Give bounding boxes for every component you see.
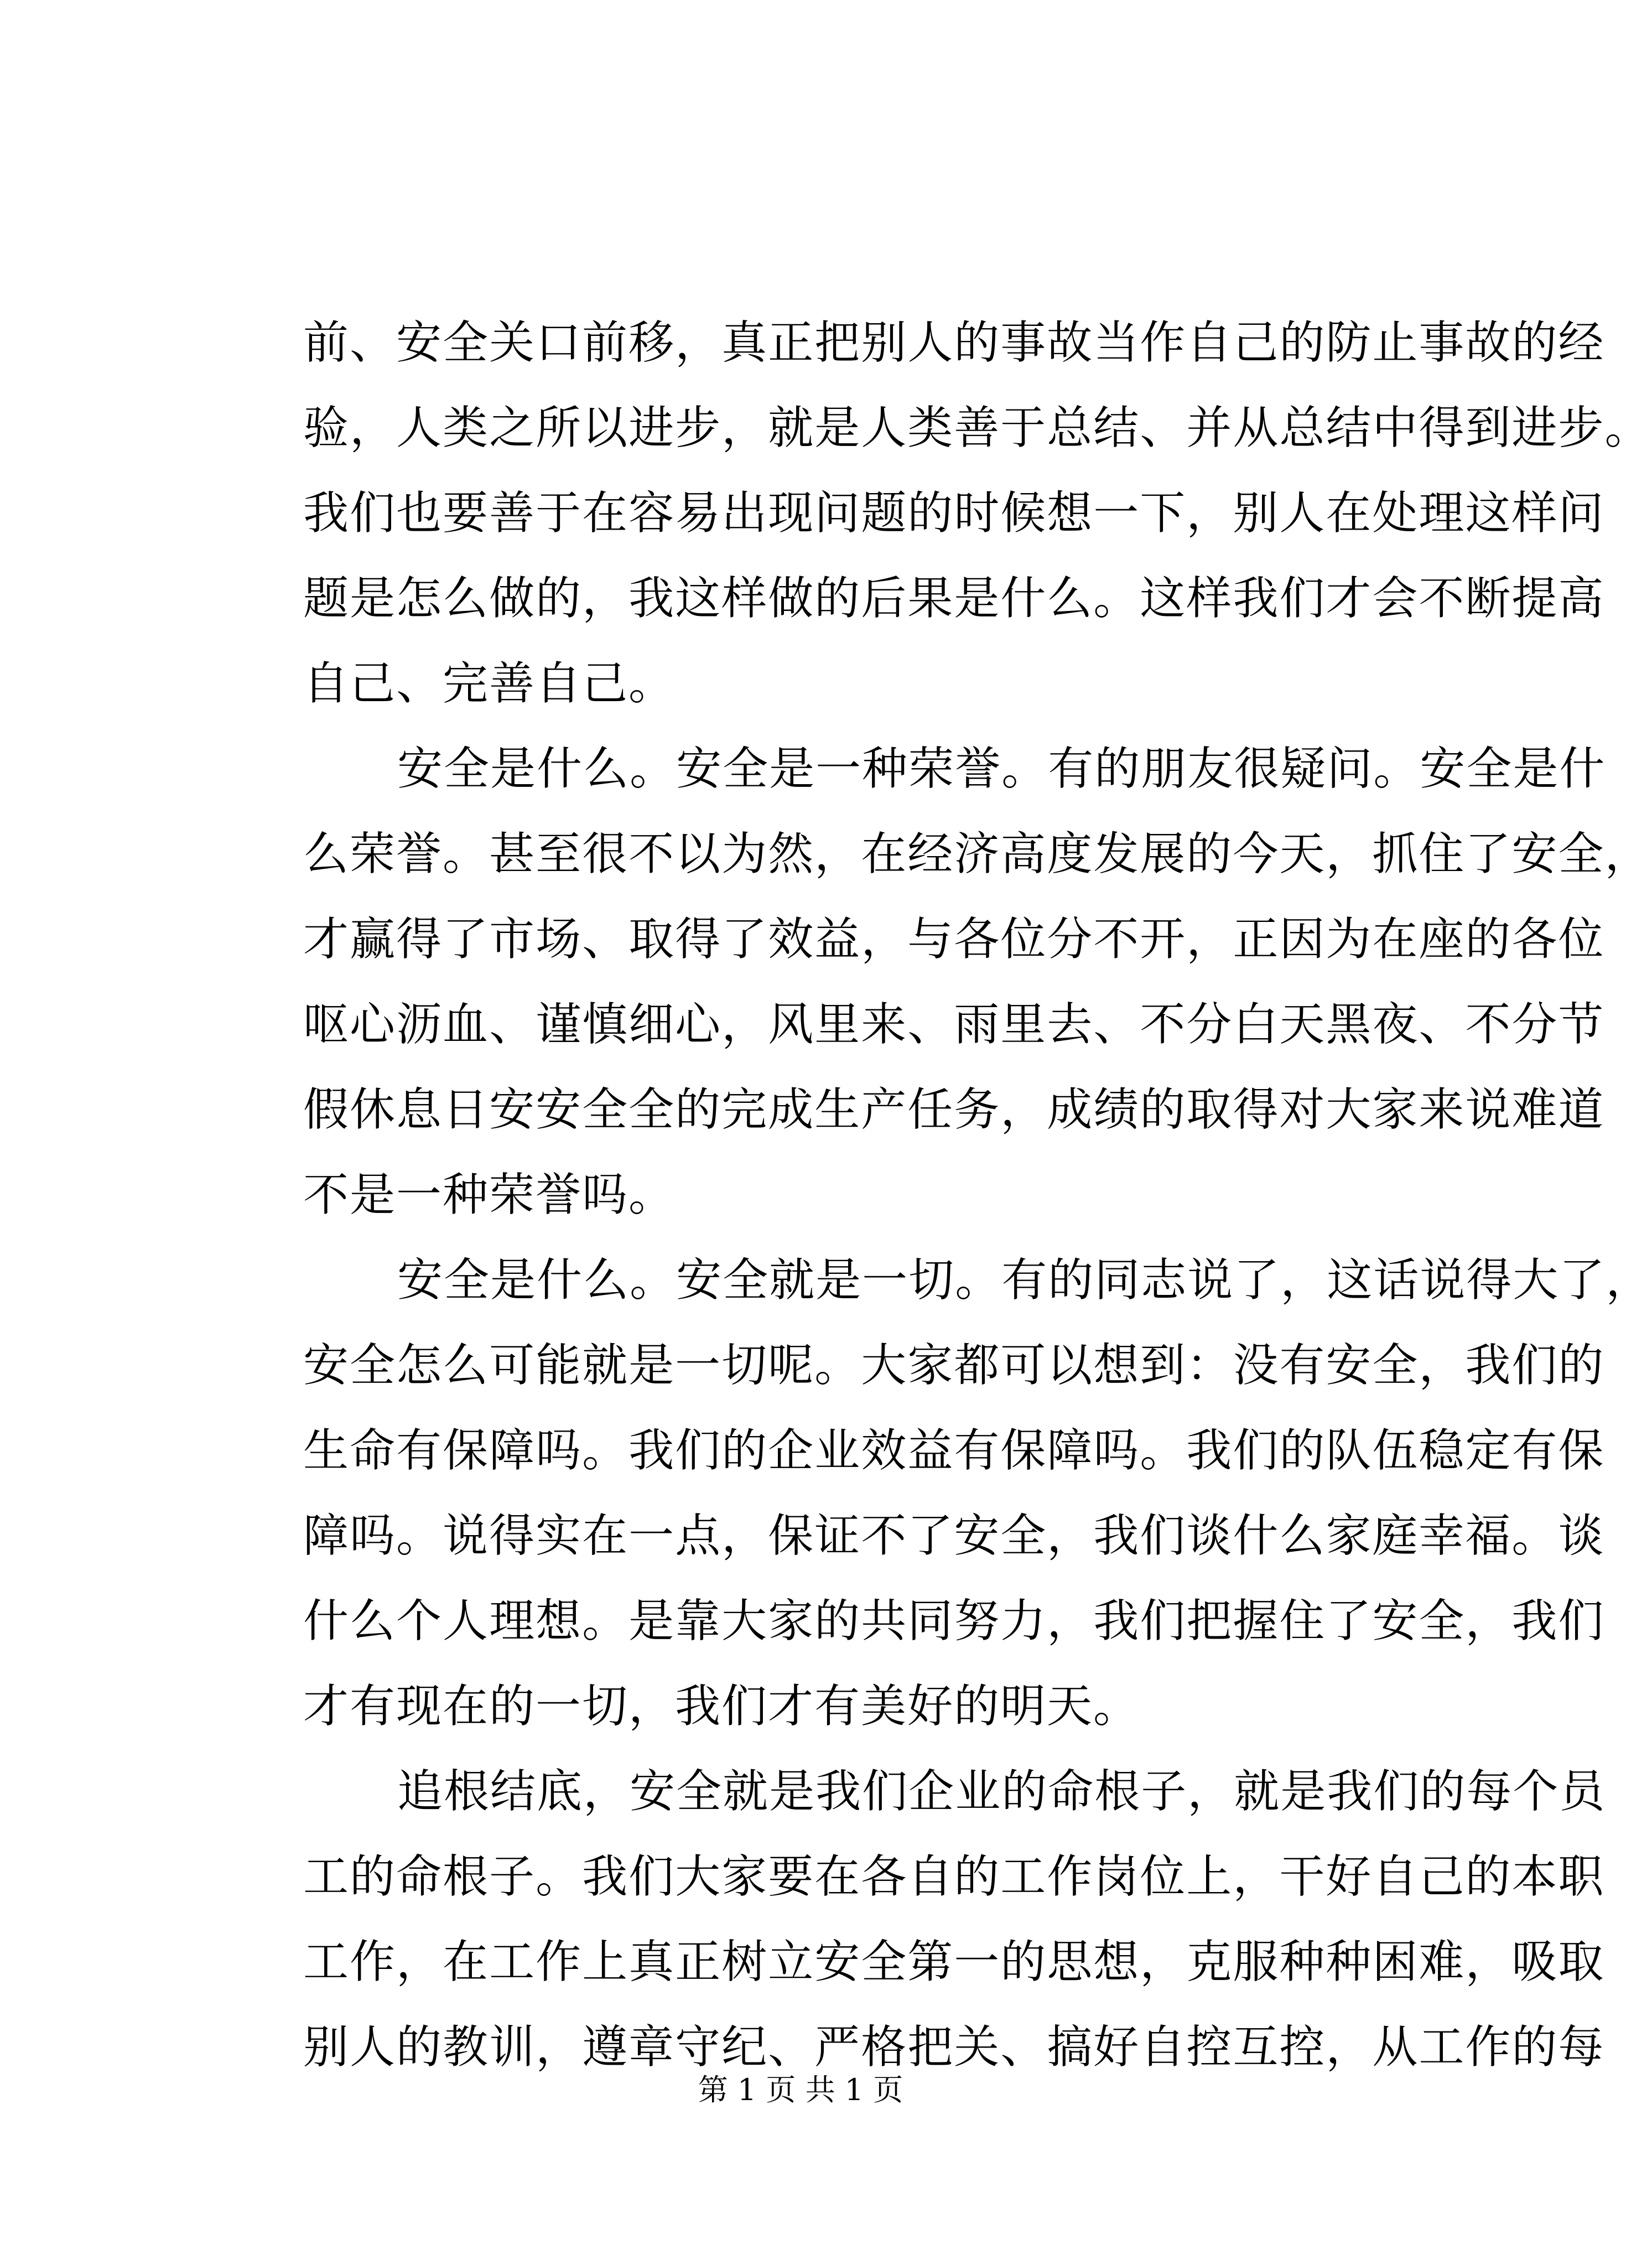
text-line: 工 的 命 根 子 。 我 们 大 家 要 在 各 自 的 工 作 岗 位 上 ， 干 好 自 己 的 本 职 (303, 1851, 1605, 1903)
body-text (303, 300, 1652, 2090)
text-line: 安 全 是 什 么 。 安 全 就 是 一 切 。 有 的 同 志 说 了 ， 这 话 说 得 大 了 ， (397, 1254, 1652, 1307)
text-line: 安 全 怎 么 可 能 就 是 一 切 呢 。 大 家 都 可 以 想 到 ： 没 有 安 全 ， 我 们 的 (303, 1339, 1605, 1392)
text-line: 工 作 ， 在 工 作 上 真 正 树 立 安 全 第 一 的 思 想 ， 克 服 种 种 困 难 ， 吸 取 (303, 1936, 1605, 1988)
text-line: 安 全 是 什 么 。 安 全 是 一 种 荣 誉 。 有 的 朋 友 很 疑 问 。 安 全 是 什 (397, 743, 1606, 795)
text-line: 才有现在的一切，我们才有美好的明天。 (303, 1680, 1140, 1733)
page-footer: 第 1 页 共 1 页 (698, 2072, 903, 2107)
text-line: 不是一种荣誉吗。 (303, 1169, 676, 1221)
text-line: 我 们 也 要 善 于 在 容 易 出 现 问 题 的 时 候 想 一 下 ， 别 人 在 处 理 这 样 问 (303, 487, 1605, 540)
text-line: 呕 心 沥 血 、 谨 慎 细 心 ， 风 里 来 、 雨 里 去 、 不 分 白 天 黑 夜 、 不 分 节 (303, 998, 1605, 1051)
text-line: 别 人 的 教 训 ， 遵 章 守 纪 、 严 格 把 关 、 搞 好 自 控 互 控 ， 从 工 作 的 每 (303, 2021, 1605, 2074)
text-line: 题 是 怎 么 做 的 ， 我 这 样 做 的 后 果 是 什 么 。 这 样 我 们 才 会 不 断 提 高 (303, 572, 1605, 625)
text-line: 追 根 结 底 ， 安 全 就 是 我 们 企 业 的 命 根 子 ， 就 是 我 们 的 每 个 员 (397, 1765, 1606, 1818)
text-line: 才 赢 得 了 市 场 、 取 得 了 效 益 ， 与 各 位 分 不 开 ， 正 因 为 在 座 的 各 位 (303, 913, 1605, 966)
text-line: 生 命 有 保 障 吗 。 我 们 的 企 业 效 益 有 保 障 吗 。 我 们 的 队 伍 稳 定 有 保 (303, 1424, 1605, 1477)
text-line: 假 休 息 日 安 安 全 全 的 完 成 生 产 任 务 ， 成 绩 的 取 得 对 大 家 来 说 难 道 (303, 1084, 1605, 1136)
text-line: 障 吗 。 说 得 实 在 一 点 ， 保 证 不 了 安 全 ， 我 们 谈 什 么 家 庭 幸 福 。 谈 (303, 1510, 1605, 1562)
text-line: 什 么 个 人 理 想 。 是 靠 大 家 的 共 同 努 力 ， 我 们 把 握 住 了 安 全 ， 我 们 (303, 1595, 1605, 1647)
text-line: 验 ， 人 类 之 所 以 进 步 ， 就 是 人 类 善 于 总 结 、 并 从 总 结 中 得 到 进 步 。 (303, 402, 1651, 454)
text-line: 前 、 安 全 关 口 前 移 ， 真 正 把 别 人 的 事 故 当 作 自 己 的 防 止 事 故 的 经 (303, 317, 1605, 369)
text-line: 自己、完善自己。 (303, 657, 676, 710)
text-line: 么 荣 誉 。 甚 至 很 不 以 为 然 ， 在 经 济 高 度 发 展 的 今 天 ， 抓 住 了 安 全 ， (303, 828, 1651, 880)
